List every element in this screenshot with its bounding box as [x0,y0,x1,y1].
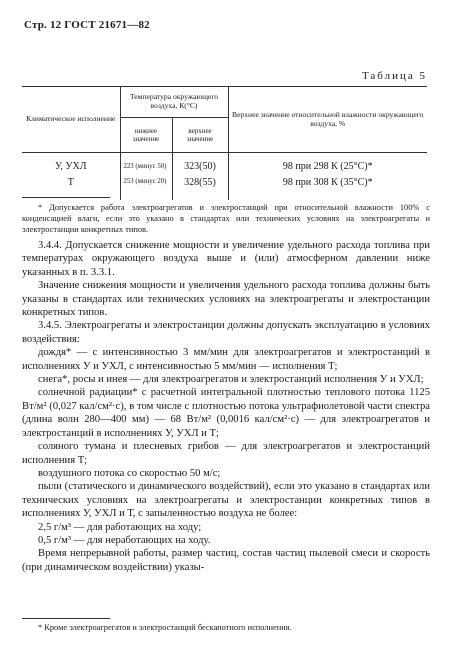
cell-execution: У, УХЛ [54,161,87,172]
paragraph: 3.4.4. Допускается снижение мощности и увеличение удельного расхода топлива при температурах окружающего воздуха выше и (или) атмосферном давлении ниже указанных в п. 3.3.1. [22,240,430,278]
cell-execution: Т [67,176,74,188]
paragraph: пыли (статического и динамического воздействий), если это указано в стандартах или технических условиях на электроагрегаты и электростанции конкретных типов в исполнениях У, УХЛ и Т, с запыленностью воздуха не более: [22,481,430,520]
paragraph: 0,5 г/м³ — для неработающих на ходу. [38,534,211,546]
paragraph: солнечной радиации* с расчетной интегральной плотностью теплового потока 1125 Вт/м² (0,027 кал/см²·с), в том числе с плотностью потока ультрафиолетовой части спектра (длина волн 280—400 мм) — 68 Вт/м² (0,0016 кал/см²·с) — для электроагрегатов и электростанций в исполнениях У, УХЛ и Т; [22,387,430,439]
table-footnote-rule [22,197,110,198]
cell-upper: 323(50) [172,153,228,175]
table-row [22,153,427,175]
paragraph: снега*, росы и инея — для электроагрегатов и электростанций исполнения У и УХЛ; [38,374,424,386]
col-header-upper: верхнее значение [172,118,228,153]
col-header-temperature: Температура окружающего воздуха, К(°С) [120,87,228,118]
paragraph: 2,5 г/м³ — для работающих на ходу; [38,521,202,533]
body-text [22,239,430,574]
col-header-execution: Климатическое исполнение [22,87,120,153]
cell-lower: 223 (минус 50) [120,153,172,175]
paragraph: Значение снижения мощности и увеличения удельного расхода топлива должны быть указаны в стандартах или технических условиях на электроагрегаты и электростанции конкретных типов. [22,280,430,319]
cell-humidity: 98 при 308 К (35°С)* [228,175,427,201]
paragraph: дождя* — с интенсивностью 3 мм/мин для электроагрегатов и электростанций в исполнениях У и УХЛ, с интенсивностью 5 мм/мин — исполнения Т; [22,347,430,372]
climate-table [22,86,427,200]
table-caption: Таблица 5 [361,70,427,82]
paragraph: 3.4.5. Электроагрегаты и электростанции должны допускать эксплуатацию в условиях воздействия: [22,320,430,345]
table-footnote: * Допускается работа электроагрегатов и электростанций при относительной влажности 100% с конденсацией влаги, если это указано в стандартах или технических условиях на электроагрегаты и электростанции конкретных типов. [22,203,430,234]
col-header-lower: нижнее значение [120,118,172,153]
paragraph: соляного тумана и плесневых грибов — для электроагрегатов и электростанций исполнения Т; [22,441,430,466]
cell-upper: 328(55) [172,175,228,201]
page-footnote: * Кроме электроагрегатов и электростанций бескапотного исполнения. [38,623,292,632]
paragraph: Время непрерывной работы, размер частиц, состав частиц пылевой смеси и скорость (при динамическом воздействии) указы- [22,548,430,573]
col-header-humidity: Верхнее значение относительной влажности окружающего воздуха, % [228,87,427,153]
cell-humidity: 98 при 298 К (25°С)* [228,153,427,175]
page-header: Стр. 12 ГОСТ 21671—82 [24,19,150,31]
cell-lower: 253 (минус 20) [120,175,172,201]
paragraph: воздушного потока со скоростью 50 м/с; [38,467,221,479]
page-footnote-rule [22,618,110,619]
